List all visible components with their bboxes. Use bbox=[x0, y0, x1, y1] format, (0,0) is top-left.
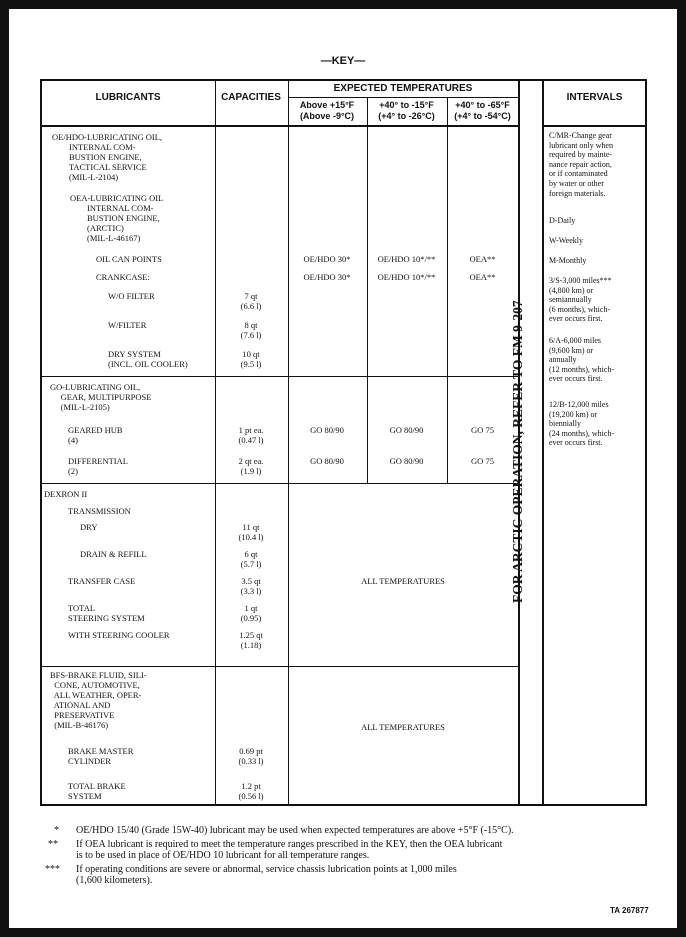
footnote-1: OE/HDO 15/40 (Grade 15W-40) lubricant may be used when expected temperatures are above +5°F (-15°C). bbox=[76, 825, 514, 836]
header-expected-temperatures: EXPECTED TEMPERATURES bbox=[333, 83, 473, 94]
interval-cmr: C/MR-Change gear lubricant only when required by mainte- nance repair action, or if contaminated by water or other foreign materials. bbox=[549, 131, 613, 198]
dry-system-capacity: 10 qt (9.5 l) bbox=[240, 349, 262, 369]
header-intervals: INTERVALS bbox=[566, 92, 623, 103]
oil-can-temp3: OEA** bbox=[469, 254, 496, 264]
item-total-brake: TOTAL BRAKE SYSTEM bbox=[68, 781, 126, 801]
item-wo-filter: W/O FILTER bbox=[108, 291, 155, 301]
geared-hub-temp1: GO 80/90 bbox=[310, 425, 344, 435]
header-temp1 bbox=[288, 100, 366, 122]
header-temp3-f: +40° to -65°F bbox=[455, 100, 510, 110]
lubricant-go: GO-LUBRICATING OIL, GEAR, MULTIPURPOSE (MIL-L-2105) bbox=[50, 382, 152, 412]
drain-refill-capacity: 6 qt (5.7 l) bbox=[240, 549, 262, 569]
geared-hub-temp2: GO 80/90 bbox=[389, 425, 424, 435]
item-brake-master: BRAKE MASTER CYLINDER bbox=[68, 746, 134, 766]
item-dry-system: DRY SYSTEM (INCL. OIL COOLER) bbox=[108, 349, 188, 369]
footnote-marker-2: ** bbox=[48, 839, 58, 850]
item-crankcase: CRANKCASE: bbox=[96, 272, 150, 282]
arctic-note-text: FOR ARCTIC OPERATION, REFER TO FM 9-207 bbox=[510, 300, 525, 603]
row-divider-header-sub bbox=[288, 97, 519, 98]
oil-can-temp1: OE/HDO 30* bbox=[303, 254, 351, 264]
header-capacities: CAPACITIES bbox=[221, 92, 281, 103]
interval-monthly: M-Monthly bbox=[549, 256, 587, 265]
oil-can-temp2: OE/HDO 10*/** bbox=[377, 254, 436, 264]
interval-6a: 6/A-6,000 miles (9,600 km) or annually (12 months), which- ever occurs first. bbox=[549, 336, 615, 384]
crankcase-temp1: OE/HDO 30* bbox=[303, 272, 351, 282]
col-divider-temps bbox=[288, 81, 289, 804]
item-geared-hub: GEARED HUB (4) bbox=[68, 425, 123, 445]
item-total-steering: TOTAL STEERING SYSTEM bbox=[68, 603, 145, 623]
steering-cooler-capacity: 1.25 qt (1.18) bbox=[239, 630, 263, 650]
interval-3s: 3/S-3,000 miles*** (4,800 km) or semiannually (6 months), which- ever occurs first. bbox=[549, 276, 612, 324]
bfs-all-temperatures: ALL TEMPERATURES bbox=[361, 722, 445, 732]
footnote-marker-1: * bbox=[54, 825, 59, 836]
interval-12b: 12/B-12,000 miles (19,200 km) or biennially (24 months), which- ever occurs first. bbox=[549, 400, 615, 448]
header-temp2-f: +40° to -15°F bbox=[379, 100, 434, 110]
ta-number: TA 267877 bbox=[610, 906, 649, 915]
steering-capacity: 1 qt (0.95) bbox=[240, 603, 262, 623]
item-transmission: TRANSMISSION bbox=[68, 506, 131, 516]
row-divider-header bbox=[42, 125, 519, 127]
dry-capacity: 11 qt (10.4 l) bbox=[238, 522, 264, 542]
item-dry: DRY bbox=[80, 522, 98, 532]
header-lubricants: LUBRICANTS bbox=[95, 92, 161, 103]
row-divider-section2 bbox=[42, 376, 519, 377]
header-temp2-c: (+4° to -26°C) bbox=[378, 111, 435, 121]
differential-temp1: GO 80/90 bbox=[310, 456, 344, 466]
footnote-marker-3: *** bbox=[45, 864, 60, 875]
geared-hub-temp3: GO 75 bbox=[471, 425, 494, 435]
row-divider-section4 bbox=[42, 666, 519, 667]
lubricant-dexron: DEXRON II bbox=[44, 489, 88, 499]
header-temp3-c: (+4° to -54°C) bbox=[454, 111, 511, 121]
transfer-case-capacity: 3.5 qt (3.3 l) bbox=[240, 576, 262, 596]
header-temp1-c: (Above -9°C) bbox=[299, 111, 355, 121]
item-w-filter: W/FILTER bbox=[108, 320, 147, 330]
footnote-2: If OEA lubricant is required to meet the temperature ranges prescribed in the KEY, then the OEA lubricant is to be used in place of OE/HDO 10 lubricant for all temperature ranges. bbox=[76, 839, 503, 861]
crankcase-temp2: OE/HDO 10*/** bbox=[377, 272, 436, 282]
item-with-steering-cooler: WITH STEERING COOLER bbox=[68, 630, 170, 640]
key-title: —KEY— bbox=[320, 55, 366, 67]
item-oil-can-points: OIL CAN POINTS bbox=[96, 254, 162, 264]
header-temp2 bbox=[367, 100, 446, 122]
wo-filter-capacity: 7 qt (6.6 l) bbox=[240, 291, 262, 311]
w-filter-capacity: 8 qt (7.6 l) bbox=[240, 320, 262, 340]
header-temp3 bbox=[447, 100, 518, 122]
lubricant-oea: OEA-LUBRICATING OIL INTERNAL COM- BUSTION ENGINE, (ARCTIC) (MIL-L-46167) bbox=[70, 193, 164, 243]
col-divider-arctic-right bbox=[542, 81, 544, 804]
header-temp1-f: Above +15°F bbox=[299, 100, 355, 110]
geared-hub-capacity: 1 pt ea. (0.47 l) bbox=[238, 425, 264, 445]
differential-temp2: GO 80/90 bbox=[389, 456, 424, 466]
interval-daily: D-Daily bbox=[549, 216, 576, 225]
total-brake-capacity: 1.2 pt (0.56 l) bbox=[238, 781, 264, 801]
crankcase-temp3: OEA** bbox=[469, 272, 496, 282]
item-transfer-case: TRANSFER CASE bbox=[68, 576, 136, 586]
item-drain-refill: DRAIN & REFILL bbox=[80, 549, 147, 559]
row-divider-section3 bbox=[42, 483, 519, 484]
dexron-all-temperatures: ALL TEMPERATURES bbox=[361, 576, 445, 586]
interval-weekly: W-Weekly bbox=[549, 236, 584, 245]
differential-capacity: 2 qt ea. (1.9 l) bbox=[238, 456, 264, 476]
row-divider-interval-header bbox=[544, 125, 647, 127]
lubricant-oe-hdo: OE/HDO-LUBRICATING OIL, INTERNAL COM- BUSTION ENGINE, TACTICAL SERVICE (MIL-L-2104) bbox=[52, 132, 163, 182]
item-differential: DIFFERENTIAL (2) bbox=[68, 456, 128, 476]
brake-master-capacity: 0.69 pt (0.33 l) bbox=[238, 746, 264, 766]
footnote-3: If operating conditions are severe or abnormal, service chassis lubrication points at 1,000 miles (1,600 kilometers). bbox=[76, 864, 457, 886]
differential-temp3: GO 75 bbox=[471, 456, 494, 466]
lubricant-bfs: BFS-BRAKE FLUID, SILI- CONE, AUTOMOTIVE, ALL WEATHER, OPER- ATIONAL AND PRESERVATIVE (MIL-B-46176) bbox=[50, 670, 147, 730]
